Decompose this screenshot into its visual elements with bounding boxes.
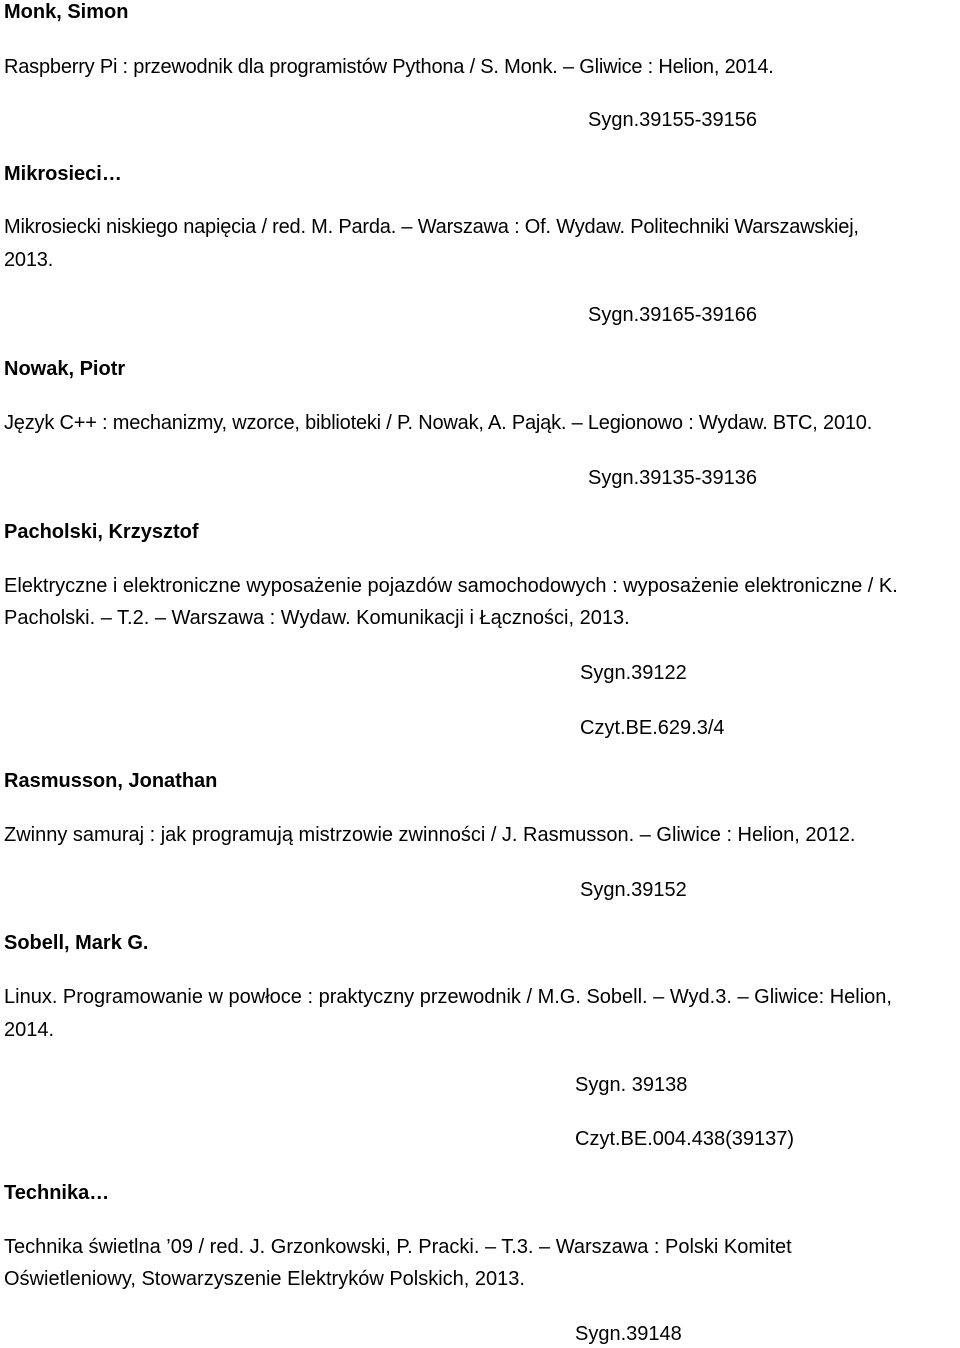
entry-author: Nowak, Piotr (4, 358, 126, 380)
entry-author: Technika… (4, 1182, 110, 1204)
entry-author: Mikrosieci… (4, 163, 122, 185)
entry-description: Raspberry Pi : przewodnik dla programistów Pythona / S. Monk. – Gliwice : Helion, 2014. (4, 56, 774, 78)
entry-signature: Czyt.BE.629.3/4 (580, 717, 725, 739)
entry-description: Zwinny samuraj : jak programują mistrzowie zwinności / J. Rasmusson. – Gliwice : Helion, 2012. (4, 824, 856, 846)
entry-description: Język C++ : mechanizmy, wzorce, biblioteki / P. Nowak, A. Pająk. – Legionowo : Wydaw. BTC, 2010. (4, 412, 873, 434)
entry-description: Pacholski. – T.2. – Warszawa : Wydaw. Komunikacji i Łączności, 2013. (4, 607, 630, 629)
entry-description: Oświetleniowy, Stowarzyszenie Elektryków Polskich, 2013. (4, 1268, 525, 1290)
entry-signature: Sygn. 39138 (575, 1074, 688, 1096)
entry-author: Monk, Simon (4, 1, 129, 23)
entry-author: Pacholski, Krzysztof (4, 521, 199, 543)
entry-author: Sobell, Mark G. (4, 932, 149, 954)
entry-description: Elektryczne i elektroniczne wyposażenie pojazdów samochodowych : wyposażenie elektroniczne / K. (4, 575, 898, 597)
entry-signature: Sygn.39148 (575, 1323, 682, 1345)
entry-description: 2013. (4, 249, 54, 271)
entry-signature: Sygn.39155-39156 (588, 109, 758, 131)
entry-description: Mikrosiecki niskiego napięcia / red. M. Parda. – Warszawa : Of. Wydaw. Politechniki Warszawskiej, (4, 216, 859, 238)
entry-signature: Sygn.39122 (580, 662, 687, 684)
entry-signature: Sygn.39152 (580, 879, 687, 901)
entry-description: 2014. (4, 1019, 55, 1041)
entry-signature: Sygn.39135-39136 (588, 467, 758, 489)
entry-description: Technika świetlna ’09 / red. J. Grzonkowski, P. Pracki. – T.3. – Warszawa : Polski Komitet (4, 1236, 792, 1258)
entry-description: Linux. Programowanie w powłoce : praktyczny przewodnik / M.G. Sobell. – Wyd.3. – Gliwice: Helion, (4, 986, 892, 1008)
entry-signature: Sygn.39165-39166 (588, 304, 758, 326)
entry-signature: Czyt.BE.004.438(39137) (575, 1128, 795, 1150)
entry-author: Rasmusson, Jonathan (4, 770, 218, 792)
